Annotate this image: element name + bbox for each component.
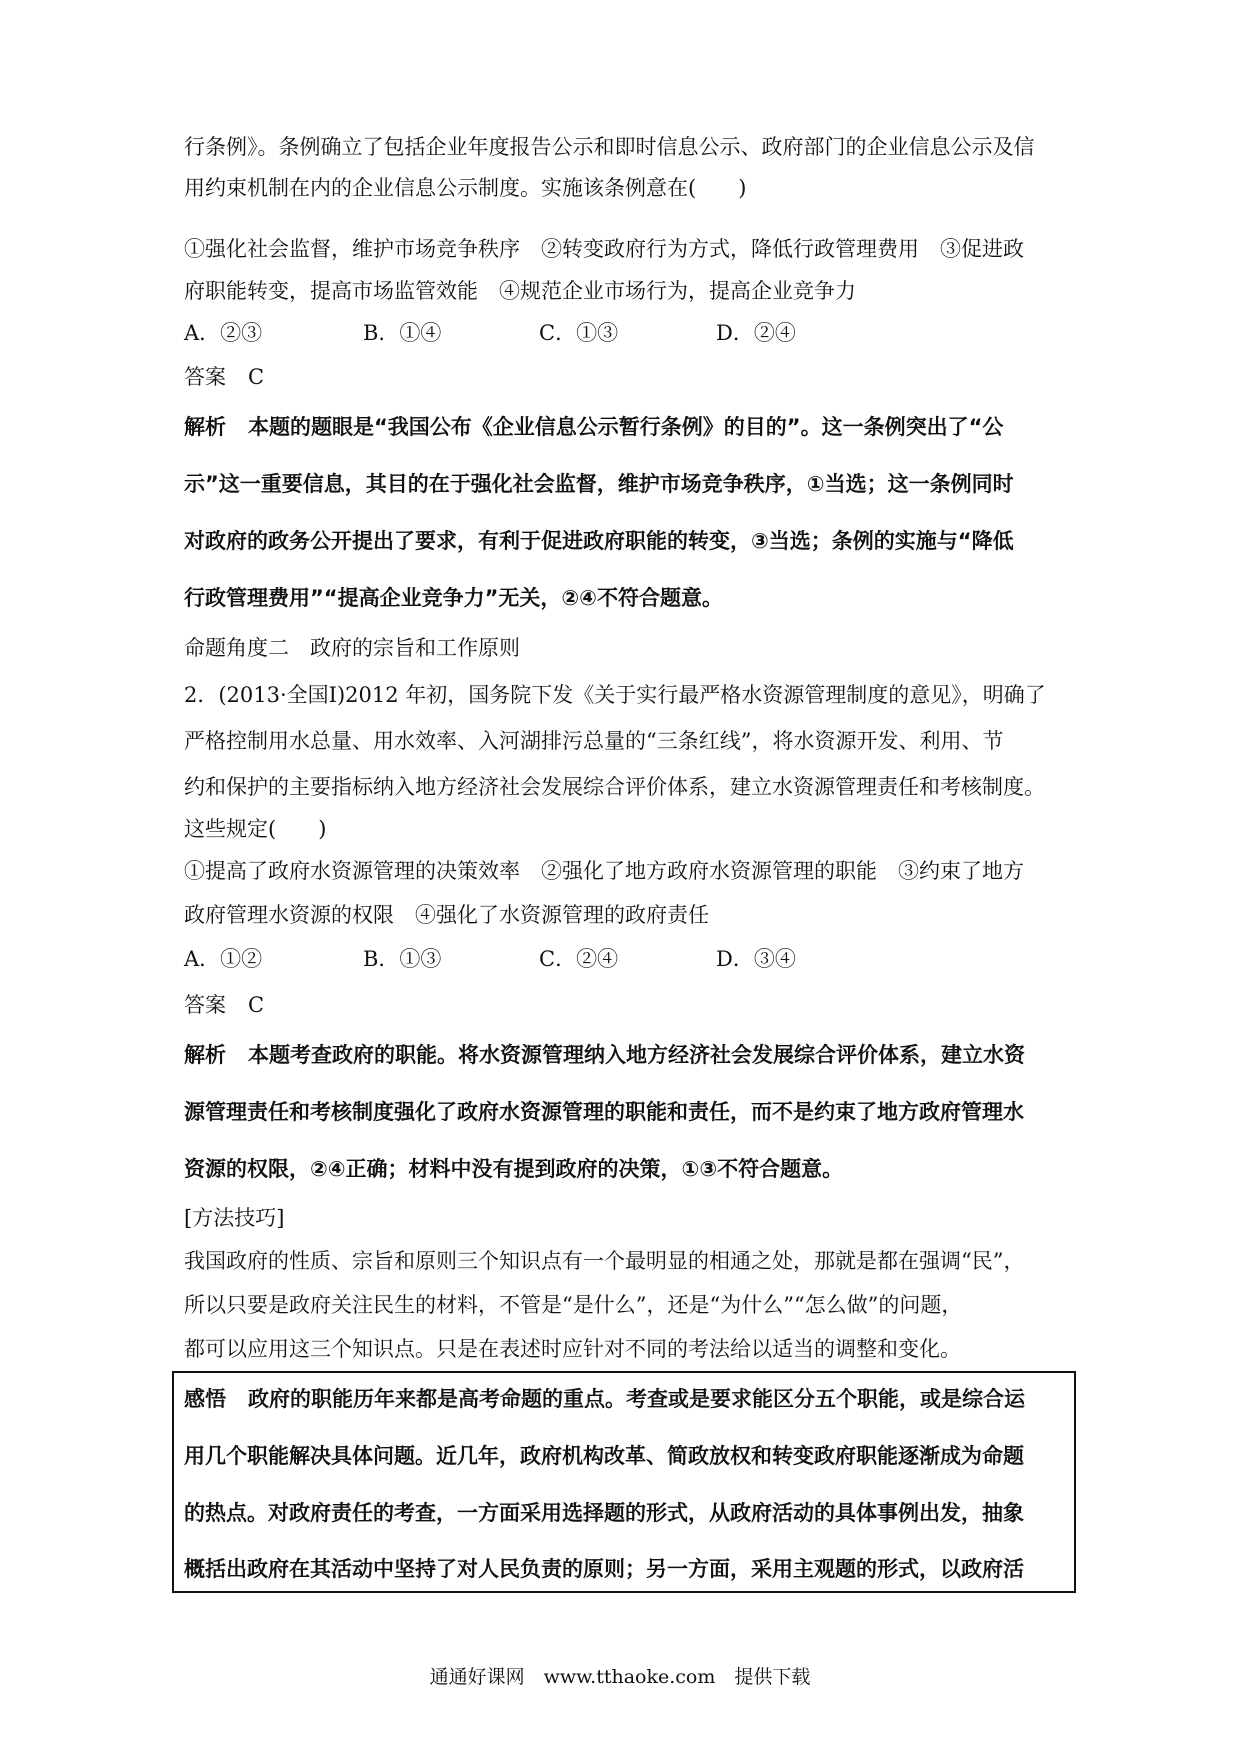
q2-stem-line-2: 严格控制用水总量、用水效率、入河湖排污总量的“三条红线”，将水资源开发、利用、节 <box>184 729 1004 753</box>
q1-option-c: C．①③ <box>539 321 619 345</box>
insight-label: 感悟 <box>184 1387 226 1411</box>
q1-analysis-line-3: 对政府的政务公开提出了要求，有利于促进政府职能的转变，③当选；条例的实施与“降低 <box>184 529 1014 553</box>
method-line-2: 所以只要是政府关注民生的材料，不管是“是什么”，还是“为什么”“怎么做”的问题， <box>184 1293 963 1317</box>
q2-option-c: C．②④ <box>539 947 619 971</box>
q1-analysis-text-1: 本题的题眼是“我国公布《企业信息公示暂行条例》的目的”。这一条例突出了“公 <box>248 415 1004 439</box>
q2-answer-value: C <box>248 993 265 1017</box>
method-line-3: 都可以应用这三个知识点。只是在表述时应针对不同的考法给以适当的调整和变化。 <box>184 1337 961 1361</box>
q2-option-b: B．①③ <box>363 947 442 971</box>
q2-analysis-text-1: 本题考查政府的职能。将水资源管理纳入地方经济社会发展综合评价体系，建立水资 <box>248 1043 1025 1067</box>
q1-analysis-line-1 <box>184 414 1003 440</box>
insight-line-2: 用几个职能解决具体问题。近几年，政府机构改革、简政放权和转变政府职能逐渐成为命题 <box>184 1444 1024 1468</box>
q2-statement-line-2: 政府管理水资源的权限 ④强化了水资源管理的政府责任 <box>184 903 709 927</box>
insight-text-1: 政府的职能历年来都是高考命题的重点。考查或是要求能区分五个职能，或是综合运 <box>248 1387 1025 1411</box>
insight-line-4: 概括出政府在其活动中坚持了对人民负责的原则；另一方面，采用主观题的形式，以政府活 <box>184 1557 1024 1581</box>
q2-answer <box>184 992 264 1018</box>
q2-option-d: D．③④ <box>716 947 796 971</box>
q1-option-a: A．②③ <box>184 321 263 345</box>
q1-stem-line-2: 用约束机制在内的企业信息公示制度。实施该条例意在( ) <box>184 176 747 200</box>
q2-analysis-line-3: 资源的权限，②④正确；材料中没有提到政府的决策，①③不符合题意。 <box>184 1157 844 1181</box>
q1-analysis-line-4: 行政管理费用”“提高企业竞争力”无关，②④不符合题意。 <box>184 586 723 610</box>
page-footer: 通通好课网 www.tthaoke.com 提供下载 <box>429 1666 811 1688</box>
q1-statement-line-1: ①强化社会监督，维护市场竞争秩序 ②转变政府行为方式，降低行政管理费用 ③促进政 <box>184 237 1024 261</box>
section-title: 命题角度二 政府的宗旨和工作原则 <box>184 636 520 660</box>
q2-analysis-line-1 <box>184 1042 1025 1068</box>
q2-stem-line-1: 2．(2013·全国Ⅰ)2012 年初，国务院下发《关于实行最严格水资源管理制度的意见》，明确了 <box>184 683 1046 707</box>
q1-answer <box>184 364 264 390</box>
q1-analysis-label: 解析 <box>184 415 226 439</box>
q2-analysis-line-2: 源管理责任和考核制度强化了政府水资源管理的职能和责任，而不是约束了地方政府管理水 <box>184 1100 1024 1124</box>
q1-stem-line-1: 行条例》。条例确立了包括企业年度报告公示和即时信息公示、政府部门的企业信息公示及信 <box>184 135 1035 159</box>
q1-option-d: D．②④ <box>716 321 796 345</box>
q2-stem-line-4: 这些规定( ) <box>184 817 327 841</box>
method-title: [方法技巧] <box>184 1206 285 1230</box>
q2-stem-line-3: 约和保护的主要指标纳入地方经济社会发展综合评价体系，建立水资源管理责任和考核制度。 <box>184 775 1045 799</box>
insight-line-3: 的热点。对政府责任的考查，一方面采用选择题的形式，从政府活动的具体事例出发，抽象 <box>184 1501 1024 1525</box>
q1-answer-value: C <box>248 365 265 389</box>
q2-statement-line-1: ①提高了政府水资源管理的决策效率 ②强化了地方政府水资源管理的职能 ③约束了地方 <box>184 859 1024 883</box>
q2-answer-label: 答案 <box>184 993 226 1017</box>
method-line-1: 我国政府的性质、宗旨和原则三个知识点有一个最明显的相通之处，那就是都在强调“民”， <box>184 1249 1025 1273</box>
q1-statement-line-2: 府职能转变，提高市场监管效能 ④规范企业市场行为，提高企业竞争力 <box>184 279 856 303</box>
q1-answer-label: 答案 <box>184 365 226 389</box>
q1-analysis-line-2: 示”这一重要信息，其目的在于强化社会监督，维护市场竞争秩序，①当选；这一条例同时 <box>184 472 1014 496</box>
insight-line-1 <box>184 1386 1025 1412</box>
q1-option-b: B．①④ <box>363 321 442 345</box>
q2-option-a: A．①② <box>184 947 263 971</box>
q2-analysis-label: 解析 <box>184 1043 226 1067</box>
